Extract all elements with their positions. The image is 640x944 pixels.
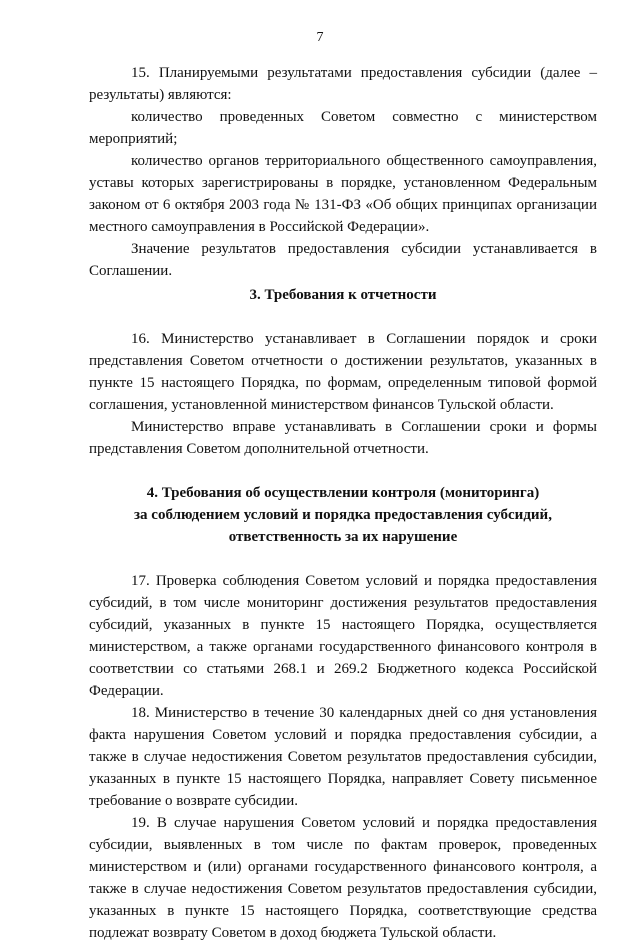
paragraph-15-value: Значение результатов предоставления субсидии устанавливается в Соглашении. <box>89 241 597 279</box>
spacer <box>89 548 597 570</box>
paragraph-18: 18. Министерство в течение 30 календарных дней со дня установления факта нарушения Советом условий и порядка предоставления субсидии, а также в случае недостижения Советом результатов предоставления субсидии, указанных в пункте 15 настоящего Порядка, направляет Совету письменное требование о возврате субсидии. <box>89 705 597 809</box>
paragraph-15-item-events: количество проведенных Советом совместно с министерством мероприятий; <box>89 109 597 147</box>
paragraph-16: 16. Министерство устанавливает в Соглашении порядок и сроки представления Советом отчетности о достижении результатов, указанных в пункте 15 настоящего Порядка, по формам, определенным типовой формой соглашения, установленной министерством финансов Тульской области. <box>89 331 597 413</box>
section-4-heading <box>89 482 597 548</box>
section-4-heading-line: за соблюдением условий и порядка предоставления субсидий, <box>134 507 552 523</box>
spacer <box>89 306 597 328</box>
paragraph-19: 19. В случае нарушения Советом условий и порядка предоставления субсидии, выявленных в том числе по фактам проверок, проведенных министерством и (или) органами государственного финансового контроля, а также в случае недостижения Советом результатов предоставления субсидии, указанных в пункте 15 настоящего Порядка, соответствующие средства подлежат возврату Советом в доход бюджета Тульской области. <box>89 815 597 941</box>
document-body <box>89 62 597 944</box>
section-3-heading: 3. Требования к отчетности <box>249 287 437 303</box>
paragraph-15-item-tos: количество органов территориального общественного самоуправления, уставы которых зарегистрированы в порядке, установленном Федеральным законом от 6 октября 2003 года № 131-ФЗ «Об общих принципах организации местного самоуправления в Российской Федерации». <box>89 153 597 235</box>
paragraph-15-intro: 15. Планируемыми результатами предоставления субсидии (далее – результаты) являются: <box>89 65 597 103</box>
paragraph-17: 17. Проверка соблюдения Советом условий и порядка предоставления субсидий, в том числе мониторинг достижения результатов предоставления субсидий, указанных в пункте 15 настоящего Порядка, осуществляется министерством, а также органами государственного финансового контроля в соответствии со статьями 268.1 и 269.2 Бюджетного кодекса Российской Федерации. <box>89 573 597 699</box>
section-4-heading-line: ответственность за их нарушение <box>228 529 458 545</box>
spacer <box>89 460 597 482</box>
page-number: 7 <box>316 30 324 45</box>
section-4-heading-line: 4. Требования об осуществлении контроля (мониторинга) <box>146 485 540 501</box>
paragraph-16-additional: Министерство вправе устанавливать в Соглашении сроки и формы представления Советом дополнительной отчетности. <box>89 419 597 457</box>
